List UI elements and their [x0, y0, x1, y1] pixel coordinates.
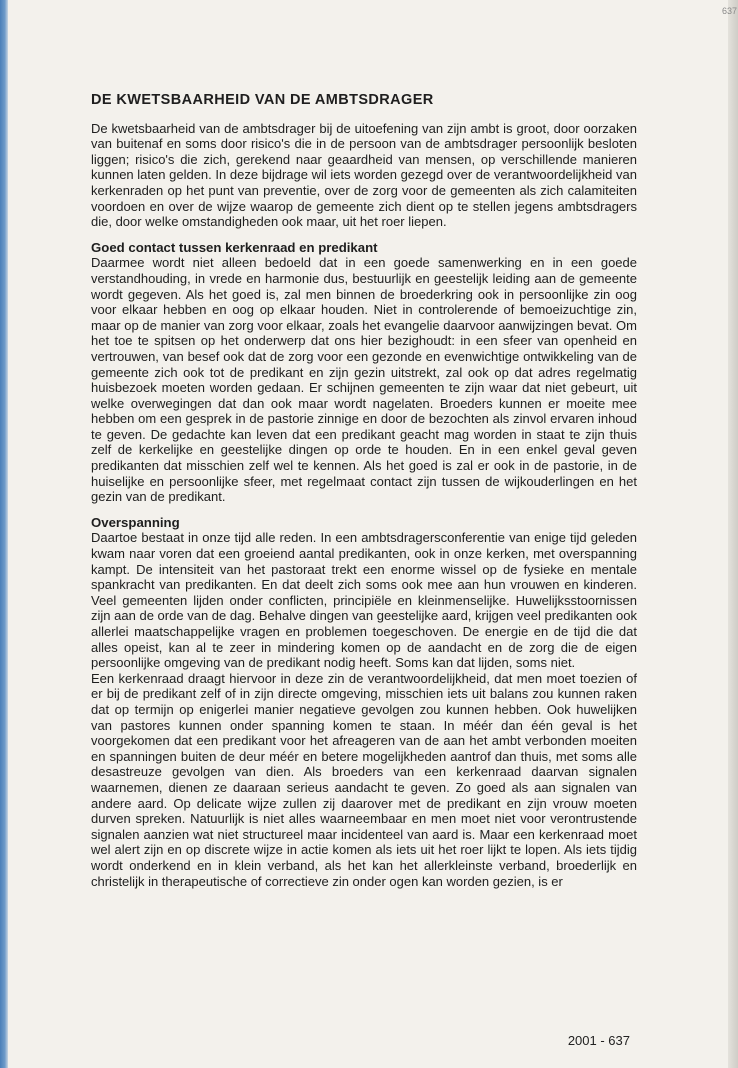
- article-title: DE KWETSBAARHEID VAN DE AMBTSDRAGER: [91, 92, 434, 108]
- article: [91, 93, 637, 889]
- scan-edge-left: [0, 0, 8, 1068]
- page-number: 2001 - 637: [567, 1033, 630, 1048]
- scan-edge-right: [728, 0, 738, 1068]
- section-body-contact: Daarmee wordt niet alleen bedoeld dat in een goede samenwerking en in een goede verstandhouding, in vrede en harmonie dus, bestuurlijk en geestelijk leiding aan de gemeente wordt gegeven. Als het goed is, zal men binnen de broederkring ook in persoonlijke zin oog voor elkaar hebben en oog op elkaar houden. Niet in controlerende of bemoeizuchtige zin, maar op de manier van zorg voor elkaar, zoals het evangelie daarvoor aanwijzingen bevat. Om het toe te spitsen op het onderwerp dat ons hier bezighoudt: in een sfeer van openheid en vertrouwen, van besef ook dat de zorg voor een gezonde en evenwichtige ontwikkeling van de gemeente zich ook tot de predikant en zijn gezin uitstrekt, zal ook op dat adres regelmatig huisbezoek moeten worden gedaan. Er schijnen gemeenten te zijn waar dat niet gebeurt, uit welke overwegingen dat dan ook maar wordt nagelaten. Broeders kunnen er moeite mee hebben om een gesprek in de pastorie zinnige en door de bezochten als zinvol ervaren inhoud te geven. De gedachte kan leven dat een predikant geacht mag worden in staat te zijn thuis zelf de kerkelijke en geestelijke dingen op orde te houden. En in een enkel geval geven predikanten dat misschien zelf wel te kennen. Als het goed is zal er ook in de pastorie, in de huiselijke en persoonlijke sfeer, met regelmaat contact zijn tussen de wijkouderlingen en het gezin van de predikant.: [91, 255, 637, 505]
- section-body-overspanning-1: Daartoe bestaat in onze tijd alle reden. In een ambtsdragersconferentie van enige tijd geleden kwam naar voren dat een groeiend aantal predikanten, ook in onze kerken, met overspanning kampt. De intensiteit van het pastoraat trekt een enorme wissel op de fysieke en mentale spankracht van predikanten. En dat deelt zich soms ook mee aan hun vrouwen en kinderen. Veel gemeenten lijden onder conflicten, principiële en kleinmenselijke. Huwelijksstoornissen zijn aan de orde van de dag. Behalve dingen van geestelijke aard, krijgen veel predikanten ook allerlei maatschappelijke vragen en problemen toegeschoven. De energie en de tijd die dat alles opeist, kan al te zeer in mindering komen op de aandacht en de zorg die de eigen persoonlijke omgeving van de predikant nodig heeft. Soms kan dat lijden, soms niet.: [91, 530, 637, 671]
- intro-paragraph: De kwetsbaarheid van de ambtsdrager bij de uitoefening van zijn ambt is groot, door oorzaken van buitenaf en soms door risico's die in de persoon van de ambtsdrager persoonlijk besloten liggen; risico's die zich, gerekend naar geaardheid van mensen, op verschillende manieren kunnen laten gelden. In deze bijdrage wil iets worden gezegd over de verantwoordelijkheid van kerkenraden op het punt van preventie, over de zorg voor de gemeenten als zich calamiteiten voordoen en over de wijze waarop de gemeente zich dient op te stellen jegens ambtsdragers die, door welke omstandigheden ook maar, uit het roer liepen.: [91, 120, 637, 230]
- top-page-number: 637: [722, 6, 738, 16]
- section-heading-contact: Goed contact tussen kerkenraad en predikant: [91, 239, 378, 255]
- section-heading-overspanning: Overspanning: [91, 514, 180, 530]
- section-body-overspanning-2: Een kerkenraad draagt hiervoor in deze zin de verantwoordelijkheid, dat men moet toezien of er bij de predikant zelf of in zijn directe omgeving, misschien iets uit balans zou kunnen raken dat op termijn op enigerlei manier negatieve gevolgen zou kunnen hebben. Ook huwelijken van pastores kunnen onder spanning komen te staan. In méér dan één geval is het voorgekomen dat een predikant voor het afreageren van de aan het ambt verbonden moeiten en spanningen buiten de deur méér en betere mogelijkheden aantrof dan thuis, met soms alle desastreuze gevolgen van dien. Als broeders van een kerkenraad daarvan signalen waarnemen, dienen ze daaraan serieus aandacht te geven. Zo goed als aan signalen van andere aard. Op delicate wijze zullen zij daarover met de predikant en zijn vrouw moeten durven spreken. Natuurlijk is niet alles waarneembaar en men moet niet voor verontrustende signalen aanzien wat niet structureel maar incidenteel van aard is. Maar een kerkenraad moet wel alert zijn en op discrete wijze in actie komen als iets uit het roer lijkt te lopen. Als iets tijdig wordt onderkend en in klein verband, als het kan het allerkleinste verband, broederlijk en christelijk in therapeutische of correctieve zin onder ogen kan worden gezien, is er: [91, 670, 637, 889]
